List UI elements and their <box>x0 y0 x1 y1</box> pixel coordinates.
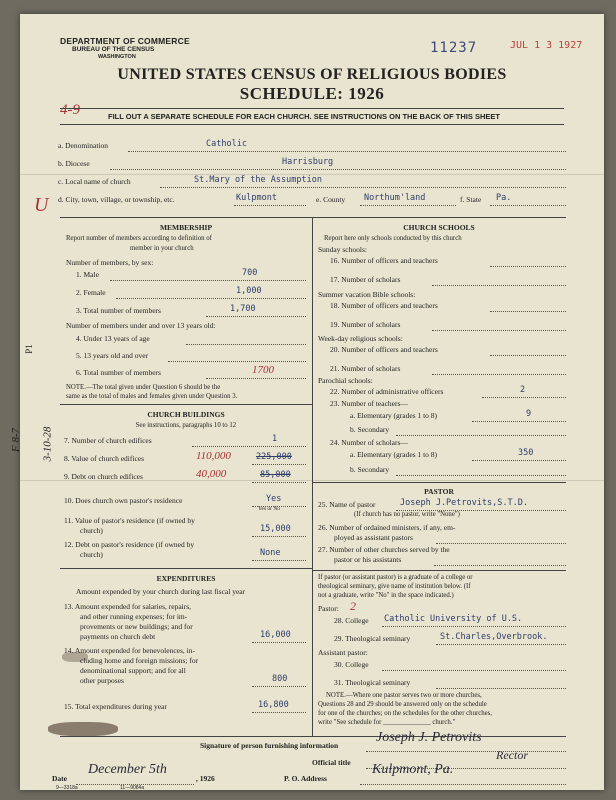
signature: Joseph J. Petrovits <box>376 730 482 745</box>
expenditures-heading: EXPENDITURES <box>156 574 216 583</box>
pastor-note: write "See schedule for ______________ church." <box>318 719 456 726</box>
print-code: 11—9084a <box>120 785 145 791</box>
po-address-label: P. O. Address <box>284 774 327 783</box>
pastor-note: Questions 28 and 29 should be answered only on the schedule <box>318 701 487 708</box>
field-rule <box>396 435 566 436</box>
sunday-schools-label: Sunday schools: <box>318 245 367 254</box>
field-rule <box>436 543 566 544</box>
q24a-value: 350 <box>518 448 534 458</box>
field-rule <box>252 642 306 643</box>
q2-value: 1,000 <box>236 286 262 296</box>
q30-label: 30. College <box>334 660 369 669</box>
field-rule <box>128 151 566 152</box>
age-intro-label: Number of members under and over 13 years old: <box>66 321 216 330</box>
q9-label: 9. Debt on church edifices <box>64 472 143 481</box>
q13-value: 16,000 <box>260 630 291 640</box>
q22-value: 2 <box>520 385 526 395</box>
q11-value: 15,000 <box>260 524 291 534</box>
q12-value: None <box>260 548 281 558</box>
members-by-sex-label: Number of members, by sex: <box>66 258 154 267</box>
field-rule <box>382 626 566 627</box>
q22-label: 22. Number of administrative officers <box>330 387 444 396</box>
q29-label: 29. Theological seminary <box>334 634 411 643</box>
field-rule <box>110 280 306 281</box>
q14-label: other purposes <box>80 676 124 685</box>
field-rule <box>434 565 566 566</box>
membership-note: NOTE.—The total given under Question 6 should be the <box>66 384 221 391</box>
expenditures-sub: Amount expended by your church during last fiscal year <box>76 587 246 596</box>
state-label: f. State <box>460 195 482 204</box>
q10-value: Yes <box>266 494 282 504</box>
city-value: Kulpmont <box>236 193 277 203</box>
census-schedule-sheet <box>10 14 604 791</box>
field-rule <box>252 482 306 483</box>
q20-label: 20. Number of officers and teachers <box>330 345 438 354</box>
field-rule <box>366 751 566 752</box>
field-rule <box>382 670 566 671</box>
field-rule <box>490 355 566 356</box>
pastor-heading: PASTOR <box>424 487 454 496</box>
q25-value: Joseph J.Petrovits,S.T.D. <box>400 498 528 508</box>
field-rule <box>490 266 566 267</box>
section-frame <box>60 217 566 218</box>
q16-label: 16. Number of officers and teachers <box>330 256 438 265</box>
city-label: d. City, town, village, or township, etc. <box>58 195 175 204</box>
q7-label: 7. Number of church edifices <box>64 436 152 445</box>
field-rule <box>490 205 566 206</box>
field-rule <box>436 688 566 689</box>
field-rule <box>436 644 566 645</box>
q11-label-cont: church) <box>80 526 103 535</box>
field-rule <box>252 464 306 465</box>
field-rule <box>206 378 306 379</box>
q11-label: 11. Value of pastor's residence (if owned by <box>64 516 195 525</box>
q10-hint: Yes or No <box>258 506 281 512</box>
field-rule <box>472 421 566 422</box>
q25-label: 25. Name of pastor <box>318 500 376 509</box>
field-rule <box>186 344 306 345</box>
field-rule <box>252 712 306 713</box>
q12-label-cont: church) <box>80 550 103 559</box>
margin-code: 4-9 <box>60 102 80 118</box>
field-rule <box>110 169 566 170</box>
graduate-instructions: If pastor (or assistant pastor) is a graduate of a college or <box>318 574 473 581</box>
diocese-label: b. Diocese <box>58 159 90 168</box>
divider <box>60 108 564 109</box>
field-rule <box>206 316 306 317</box>
q28-label: 28. College <box>334 616 369 625</box>
membership-heading: MEMBERSHIP <box>159 223 213 232</box>
schools-sub: Report here only schools conducted by this church <box>324 235 462 242</box>
q26-label: 26. Number of ordained ministers, if any, em- <box>318 523 456 532</box>
weekday-schools-label: Week-day religious schools: <box>318 334 403 343</box>
field-rule <box>360 205 456 206</box>
q14-label: cluding home and foreign missions; for <box>80 656 199 665</box>
field-rule <box>192 446 306 447</box>
q13-label: and other running expenses; for im- <box>80 612 188 621</box>
q1-value: 700 <box>242 268 258 278</box>
field-rule <box>432 330 566 331</box>
pastor-note: NOTE.—Where one pastor serves two or more churches, <box>326 692 482 699</box>
county-value: Northum'land <box>364 193 426 203</box>
summer-schools-label: Summer vacation Bible schools: <box>318 290 416 299</box>
q8-label: 8. Value of church edifices <box>64 454 145 463</box>
po-address-value: Kulpmont, Pa. <box>372 762 454 777</box>
q15-label: 15. Total expenditures during year <box>64 702 167 711</box>
print-code: 9—3318a <box>56 785 78 791</box>
q1-label: 1. Male <box>76 270 99 279</box>
form-subtitle: SCHEDULE: 1926 <box>239 84 385 103</box>
divider <box>60 124 564 125</box>
section-divider <box>60 568 312 569</box>
q27-label: pastor or his assistants <box>334 555 402 564</box>
q31-label: 31. Theological seminary <box>334 678 411 687</box>
assistant-pastor-subheading: Assistant pastor: <box>318 648 368 657</box>
section-divider <box>312 482 566 483</box>
signature-label: Signature of person furnishing information <box>200 741 339 750</box>
church-name-value: St.Mary of the Assumption <box>194 175 322 185</box>
serial-number: 11237 <box>430 40 478 56</box>
field-rule <box>168 361 306 362</box>
official-title-value: Rector <box>496 748 528 762</box>
q27-label: 27. Number of other churches served by the <box>318 545 450 554</box>
margin-mark: U <box>34 194 49 216</box>
q10-label: 10. Does church own pastor's residence <box>64 496 183 505</box>
form-title: UNITED STATES CENSUS OF RELIGIOUS BODIES <box>117 66 507 83</box>
q12-label: 12. Debt on pastor's residence (if owned by <box>64 540 195 549</box>
q15-value: 16,800 <box>258 700 289 710</box>
q9-value: 85,000 <box>260 470 291 480</box>
q3-label: 3. Total number of members <box>76 306 161 315</box>
q8-value: 225,000 <box>256 452 292 462</box>
field-rule <box>432 285 566 286</box>
q5-label: 5. 13 years old and over <box>76 351 149 360</box>
q23b-label: b. Secondary <box>350 425 390 434</box>
q14-label: 14. Amount expended for benevolences, in- <box>64 646 196 655</box>
q13-label: payments on church debt <box>80 632 156 641</box>
q6-label: 6. Total number of members <box>76 368 161 377</box>
q14-label: denominational support; and for all <box>80 666 186 675</box>
graduate-instructions: not a graduate, write "No" in the space indicated.) <box>318 592 454 599</box>
q28-value: Catholic University of U.S. <box>384 614 523 624</box>
date-value: December 5th <box>88 762 167 777</box>
field-rule <box>252 560 306 561</box>
field-rule <box>432 374 566 375</box>
church-name-label: c. Local name of church <box>58 177 131 186</box>
q2-label: 2. Female <box>76 288 106 297</box>
city-name: WASHINGTON <box>98 54 136 60</box>
q29-value: St.Charles,Overbrook. <box>440 632 548 642</box>
diocese-value: Harrisburg <box>282 157 334 167</box>
q6-value: 1700 <box>252 364 274 376</box>
official-title-label: Official title <box>312 758 351 767</box>
parochial-schools-label: Parochial schools: <box>318 376 373 385</box>
membership-intro: member in your church <box>130 245 194 252</box>
field-rule <box>234 205 306 206</box>
column-divider <box>312 217 313 737</box>
received-date-stamp: JUL 1 3 1927 <box>510 40 583 51</box>
field-rule <box>360 784 566 785</box>
state-value: Pa. <box>496 193 512 203</box>
q17-label: 17. Number of scholars <box>330 275 401 284</box>
section-divider <box>312 570 566 571</box>
margin-mark: 3-10-28 <box>41 426 54 462</box>
q23a-label: a. Elementary (grades 1 to 8) <box>350 411 438 420</box>
q4-label: 4. Under 13 years of age <box>76 334 150 343</box>
q3-value: 1,700 <box>230 304 256 314</box>
q7-value: 1 <box>272 434 278 444</box>
q8-handwritten-value: 110,000 <box>196 450 231 462</box>
membership-intro: Report number of members according to definition of <box>66 235 212 242</box>
schools-heading: CHURCH SCHOOLS <box>403 223 475 232</box>
section-frame <box>60 736 566 737</box>
pastor-mark: 2 <box>350 599 356 613</box>
county-label: e. County <box>316 195 346 204</box>
margin-mark: P1 <box>23 344 34 354</box>
q9-handwritten-value: 40,000 <box>196 468 227 480</box>
q13-label: provements or new buildings; and for <box>80 622 193 631</box>
section-divider <box>60 404 312 405</box>
q24b-label: b. Secondary <box>350 465 390 474</box>
buildings-sub: See instructions, paragraphs 10 to 12 <box>135 422 237 429</box>
q23a-value: 9 <box>526 409 532 419</box>
q19-label: 19. Number of scholars <box>330 320 401 329</box>
q21-label: 21. Number of scholars <box>330 364 401 373</box>
date-label: Date <box>52 774 67 783</box>
graduate-instructions: theological seminary, give name of institution below. (If <box>318 583 471 590</box>
field-rule <box>472 460 566 461</box>
pastor-note: for one of the churches; on the schedules for the other churches, <box>318 710 493 717</box>
bureau-name: BUREAU OF THE CENSUS <box>72 46 155 53</box>
q14-value: 800 <box>272 674 288 684</box>
buildings-heading: CHURCH BUILDINGS <box>147 410 225 419</box>
q24a-label: a. Elementary (grades 1 to 8) <box>350 450 438 459</box>
q26-label: ployed as assistant pastors <box>334 533 413 542</box>
denomination-label: a. Denomination <box>58 141 108 150</box>
q18-label: 18. Number of officers and teachers <box>330 301 438 310</box>
department-name: DEPARTMENT OF COMMERCE <box>60 36 190 46</box>
membership-note: same as the total of males and females given under Question 3. <box>66 393 238 400</box>
year: , 1926 <box>196 774 215 783</box>
q25-hint: (If church has no pastor, write "None") <box>354 511 460 518</box>
field-rule <box>482 397 566 398</box>
field-rule <box>252 536 306 537</box>
field-rule <box>116 298 306 299</box>
ink-smudge <box>48 722 118 736</box>
field-rule <box>396 475 566 476</box>
margin-mark: F 8-7 <box>10 427 23 453</box>
field-rule <box>252 686 306 687</box>
pastor-subheading: Pastor: <box>318 604 339 613</box>
field-rule <box>160 187 566 188</box>
denomination-value: Catholic <box>206 139 247 149</box>
q23-label: 23. Number of teachers— <box>330 399 408 408</box>
field-rule <box>490 311 566 312</box>
q13-label: 13. Amount expended for salaries, repairs, <box>64 602 192 611</box>
q24-label: 24. Number of scholars— <box>330 438 408 447</box>
instruction-line: FILL OUT A SEPARATE SCHEDULE FOR EACH CHURCH. SEE INSTRUCTIONS ON THE BACK OF THIS SHEET <box>108 112 500 121</box>
